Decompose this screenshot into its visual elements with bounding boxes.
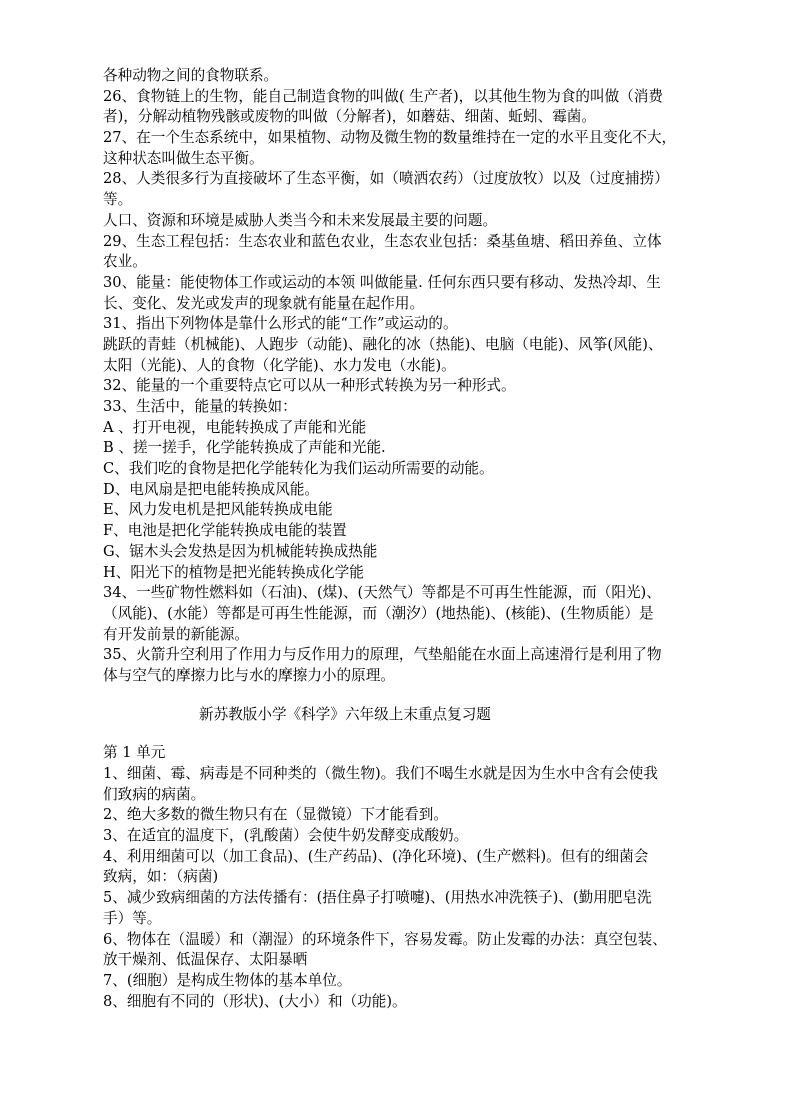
- text-line: 35、火箭升空利用了作用力与反作用力的原理，气垫船能在水面上高速滑行是利用了物: [103, 646, 662, 664]
- text-line: 6、物体在（温暖）和（潮湿）的环境条件下，容易发霉。防止发霉的办法：真空包装、: [103, 930, 667, 948]
- text-line: 26、食物链上的生物，能自己制造食物的叫做( 生产者)，以其他生物为食的叫做（消费: [103, 87, 663, 105]
- text-line: （风能)、(水能）等都是可再生性能源，而（潮汐）(地热能)、(核能)、(生物质能）是: [103, 604, 654, 622]
- text-line: 农业。: [103, 253, 147, 271]
- text-line: 7、(细胞）是构成生物体的基本单位。: [103, 971, 352, 989]
- text-line: 31、指出下列物体是靠什么形式的能“工作”或运动的。: [103, 315, 458, 333]
- text-line: 放干燥剂、低温保存、太阳暴晒: [103, 951, 308, 969]
- text-line: 33、生活中，能量的转换如：: [103, 398, 297, 415]
- text-line: G、锯木头会发热是因为机械能转换成热能: [103, 542, 378, 560]
- text-line: 体与空气的摩擦力比与水的摩擦力小的原理。: [103, 666, 395, 684]
- text-line: E、风力发电机是把风能转换成电能: [103, 501, 333, 519]
- text-line: 27、在一个生态系统中，如果植物、动物及微生物的数量维持在一定的水平且变化不大，: [103, 129, 677, 147]
- text-line: 长、变化、发光或发声的现象就有能量在起作用。: [103, 294, 425, 312]
- text-line: 8、细胞有不同的（形状)、(大小）和（功能)。: [103, 992, 407, 1010]
- text-line: 28、人类很多行为直接破坏了生态平衡，如（喷洒农药）（过度放牧）以及（过度捕捞）: [103, 170, 669, 188]
- text-line: 等。: [103, 191, 133, 209]
- text-block-unit-1: [103, 743, 715, 1012]
- text-line: 这种状态叫做生态平衡。: [103, 149, 264, 167]
- text-line: C、我们吃的食物是把化学能转化为我们运动所需要的动能。: [103, 460, 494, 478]
- text-block-ecology-energy: [103, 66, 715, 687]
- text-line: 29、生态工程包括：生态农业和蓝色农业，生态农业包括：桑基鱼塘、稻田养鱼、立体: [103, 232, 662, 250]
- text-line: 4、利用细菌可以（加工食品)、(生产药品)、(净化环境)、(生产燃料)。但有的细菌会: [103, 847, 649, 865]
- text-line: 者)，分解动植物残骸或废物的叫做（分解者)，如蘑菇、细菌、蚯蚓、霉菌。: [103, 108, 596, 126]
- text-line: 1、细菌、霉、病毒是不同种类的（微生物)。我们不喝生水就是因为生水中含有会使我: [103, 765, 658, 782]
- text-line: 跳跃的青蛙（机械能)、人跑步（动能)、融化的冰（热能)、电脑（电能)、风筝(风能)、: [103, 335, 663, 353]
- text-line: 有开发前景的新能源。: [103, 625, 249, 643]
- text-line: 手）等。: [103, 909, 162, 927]
- text-line: 人口、资源和环境是威胁人类当今和未来发展最主要的问题。: [103, 211, 498, 229]
- text-line: D、电风扇是把电能转换成风能。: [103, 480, 320, 498]
- text-line: 第 1 单元: [103, 744, 166, 762]
- text-line: 34、一些矿物性燃料如（石油)、(煤)、(天然气）等都是不可再生性能源，而（阳光)、: [103, 584, 661, 602]
- text-line: 3、在适宜的温度下，(乳酸菌）会使牛奶发酵变成酸奶。: [103, 827, 469, 845]
- text-line: H、阳光下的植物是把光能转换成化学能: [103, 563, 364, 581]
- text-line: F、电池是把化学能转换成电能的装置: [103, 522, 347, 540]
- document-title: 新苏教版小学《科学》六年级上末重点复习题: [199, 705, 491, 723]
- section-gap: [103, 687, 715, 705]
- text-line: B 、搓一搓手，化学能转换成了声能和光能.: [103, 439, 386, 457]
- text-line: 各种动物之间的食物联系。: [103, 67, 279, 84]
- text-line: 们致病的病菌。: [103, 785, 206, 803]
- text-line: 32、能量的一个重要特点它可以从一种形式转换为另一种形式。: [103, 377, 516, 395]
- text-line: 2、绝大多数的微生物只有在（显微镜）下才能看到。: [103, 806, 448, 824]
- text-line: 太阳（光能)、人的食物（化学能)、水力发电（水能)。: [103, 356, 456, 374]
- text-line: 5、减少致病细菌的方法传播有：(捂住鼻子打喷嚏)、(用热水冲洗筷子)、(勤用肥皂洗: [103, 889, 652, 907]
- text-line: 致病，如：（病菌): [103, 868, 219, 886]
- section-gap: [103, 725, 715, 743]
- text-line: A 、打开电视，电能转换成了声能和光能: [103, 418, 367, 436]
- document-page: [103, 66, 715, 1012]
- text-line: 30、能量：能使物体工作或运动的本领 叫做能量. 任何东西只要有移动、发热冷却、生: [103, 273, 661, 291]
